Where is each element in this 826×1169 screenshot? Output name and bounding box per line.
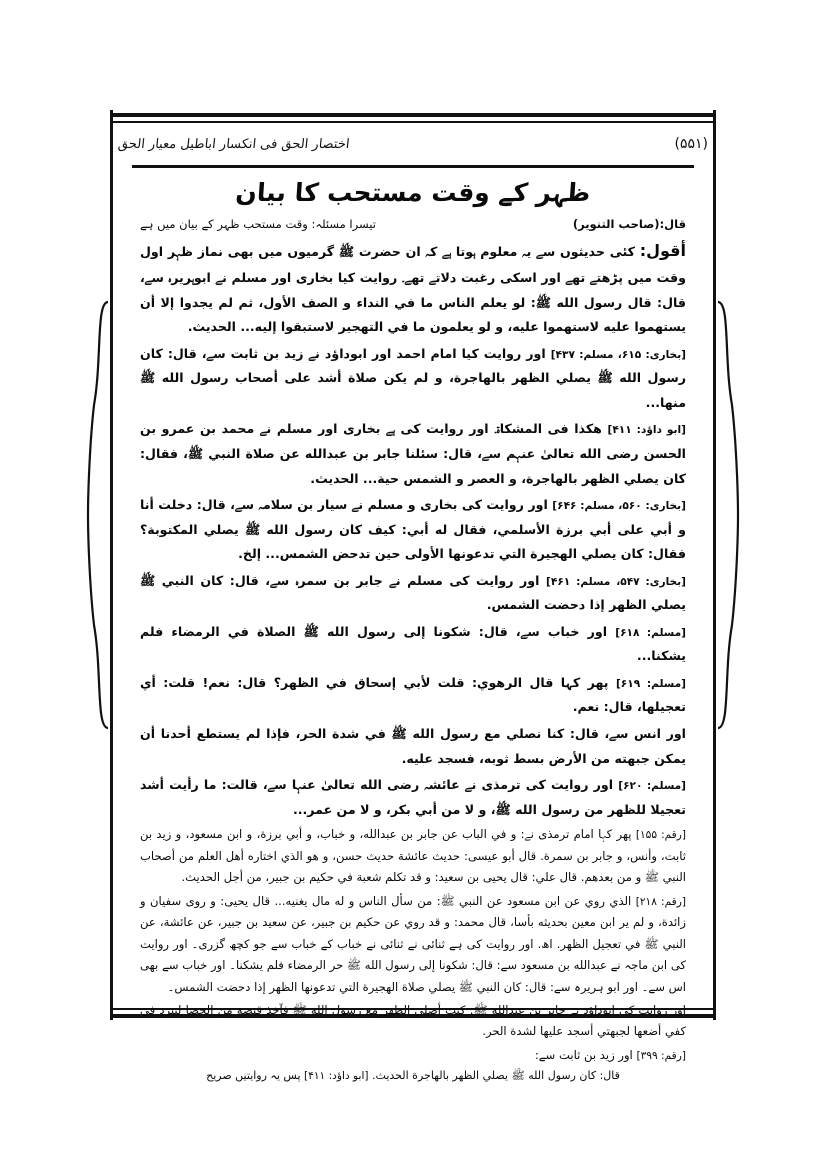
paragraph-text: اور خباب سے، قال: شكونا إلى رسول الله ﷺ الصلاة في الرمضاء فلم يشكنا... xyxy=(140,623,686,664)
paragraph-text: پھر کہا امام ترمذی نے: و في الباب عن جابر بن عبدالله، و خباب، و أبي برزة، و ابن مسعود، و زيد بن ثابت، وأنس، و جابر بن سمرة. قال أبو عيسى: حديث عائشة حديث حسن، و هو الذي اختاره أهل العلم من أصحاب النبي ﷺ و من بعدهم. قال علي: قال يحيى بن سعيد: و قد تكلم شعبة في حكيم بن جبير، من أجل الحديث. xyxy=(140,827,686,885)
paragraph-marker: أقول: xyxy=(639,241,686,260)
paragraph-text: کئی حدیثوں سے یہ معلوم ہوتا ہے کہ ان حضرت ﷺ گرمیوں میں بھی نماز ظہر اول وقت میں پڑھتے تھے اور اسکی رغبت دلاتے تھے۔ روایت کیا بخاری اور مسلم نے ابوہریرہ سے، قال: قال رسول الله ﷺ: لو يعلم الناس ما في النداء و الصف الأول، ثم لم يجدوا إلا أن يستهموا عليه لاستهموا عليه، و لو يعلمون ما في التهجير لاستبقوا إليه... الحديث. xyxy=(140,244,686,335)
paragraph-text: اور روایت کی ابوداؤد نے جابر بن عبدالله ﷺ: كنت أصلي الظهر مع رسول الله ﷺ فآخذ قبضة من الحصا لتبرد في كفي أضعها لجبهتي أسجد عليها لشدة الحر. xyxy=(140,1003,686,1039)
paragraph-text: اور روایت کی مسلم نے جابر بن سمرہ سے، قال: كان النبي ﷺ يصلي الظهر إذا دحضت الشمس. xyxy=(140,572,686,613)
paragraph-text: اور زید بن ثابت سے: xyxy=(534,1047,633,1062)
paragraph-text: الذي روي عن ابن مسعود عن النبي ﷺ: من سأل الناس و له مال يغنيه... قال يحيى: و روى سفيان و زائدة، و لم ير ابن معين بحديثه بأسا، قال محمد: و قد روي عن حكيم بن جبير، عن سعيد بن جبير، عن عائشة، عن النبي ﷺ في تعجيل الظهر. اھ. اور روایت کی ہے ثنائی نے ثنائی نے خباب کے خباب سے جو کچھ گزری۔ اور روایت کی ابن ماجہ نے عبدالله بن مسعود سے: قال: شكونا إلى رسول الله ﷺ حر الرمضاء فلم يشكنا۔ اور خباب سے بھی اس سے۔ اور ابو ہریرہ سے: قال: كان النبي ﷺ يصلي صلاة الهجيرة التي تدعونها الظهر إذا دحضت الشمس۔ xyxy=(140,893,686,994)
left-brace-ornament-icon xyxy=(86,300,112,730)
paragraph-1 xyxy=(140,235,686,340)
closing-reference: [ابو داؤد: ۴۱۱] xyxy=(304,1069,369,1082)
paragraph-13 xyxy=(140,1045,686,1067)
paragraph-5 xyxy=(140,569,686,618)
page-content xyxy=(140,172,687,1082)
closing-tail: پس یہ روایتیں صریح xyxy=(206,1068,301,1082)
paragraph-3 xyxy=(140,417,686,491)
subheading-attribution: قال:(صاحب التنویر) xyxy=(572,217,686,231)
paragraph-9 xyxy=(140,773,686,822)
hadith-reference: [مسلم: ۶۱۹] xyxy=(615,677,686,690)
hadith-reference: [مسلم: ۶۲۰] xyxy=(618,780,686,793)
paragraph-text: اور روایت کی ترمذی نے عائشہ رضی الله تعالیٰ عنہا سے، قالت: ما رأيت أشد تعجيلا للظهر من رسول الله ﷺ، و لا من أبي بكر، و لا من عمر... xyxy=(140,777,686,817)
paragraph-8 xyxy=(140,722,686,771)
paragraph-text: ھکذا فی المشکاۃ۔ اور روایت کی ہے بخاری اور مسلم نے محمد بن عمرو بن الحسن رضی الله تعالیٰ عنہم سے، قال: سئلنا جابر بن عبدالله عن صلاة النبي ﷺ، فقال: كان يصلي الظهر بالهاجرة، و العصر و الشمس حية... الحديث. xyxy=(140,421,686,486)
hadith-reference: [بخاری: ۶۱۵، مسلم: ۴۳۷] xyxy=(550,348,687,361)
subheading-topic: تیسرا مسئلہ: وقت مستحب ظہر کے بیان میں ہے xyxy=(140,217,376,231)
paragraph-text: پھر کہا قال الرهوي: قلت لأبي إسحاق في الظهر؟ قال: نعم! قلت: أي تعجيلها، قال: نعم. xyxy=(140,674,686,715)
paragraph-7 xyxy=(140,671,686,720)
paragraph-2 xyxy=(140,342,686,416)
hadith-reference: [ابو داؤد: ۴۱۱] xyxy=(607,424,686,437)
hadith-reference: [بخاری: ۵۶۰، مسلم: ۶۴۶] xyxy=(552,500,687,513)
top-thin-rule xyxy=(110,121,716,123)
chapter-title: ظہر کے وقت مستحب کا بیان xyxy=(234,178,592,207)
closing-text: قال: كان رسول الله ﷺ يصلي الظهر بالهاجرة الحديث. xyxy=(372,1068,620,1082)
page-number: (۵۵۱) xyxy=(674,136,708,152)
paragraph-12 xyxy=(140,1000,686,1043)
hadith-reference: [بخاری: ۵۴۷، مسلم: ۴۶۱] xyxy=(546,575,687,588)
paragraph-text: اور روایت کی بخاری و مسلم نے سیار بن سلامہ سے، قال: دخلت أنا و أبي على أبي برزة الأسلمي، فقال له أبي: كيف كان رسول الله ﷺ يصلي المكتوبة؟ فقال: كان يصلي الهجيرة التي تدعونها الأولى حين تدحض الشمس... إلخ. xyxy=(140,497,686,562)
top-thick-rule xyxy=(110,113,716,117)
hadith-reference: [رقم: ۲۱۸] xyxy=(635,895,686,908)
closing-line xyxy=(140,1069,686,1085)
paragraph-text: اور انس سے، قال: كنا نصلي مع رسول الله ﷺ في شدة الحر، فإذا لم يستطع أحدنا أن يمكن جبهته من الأرض بسط ثوبه، فسجد عليه. xyxy=(140,726,686,766)
hadith-reference: [مسلم: ۶۱۸] xyxy=(615,626,686,639)
page-header xyxy=(118,126,708,162)
paragraph-10 xyxy=(140,824,686,888)
header-separator-rule xyxy=(132,165,694,168)
paragraph-6 xyxy=(140,620,686,669)
hadith-reference: [رقم: ۱۵۵] xyxy=(635,829,686,842)
book-title: اختصار الحق فی انکسار اباطیل معیار الحق xyxy=(117,136,351,152)
chapter-subheading xyxy=(140,217,686,231)
paragraph-11 xyxy=(140,891,686,998)
right-brace-ornament-icon xyxy=(714,300,740,730)
paragraph-text: اور روایت کیا امام احمد اور ابوداؤد نے زید بن ثابت سے، قال: کان رسول الله ﷺ يصلي الظهر بالهاجرة، و لم يكن صلاة أشد على أصحاب رسول الله ﷺ منها... xyxy=(140,345,686,410)
hadith-reference: [رقم: ۳۹۹] xyxy=(636,1049,686,1062)
paragraph-4 xyxy=(140,493,686,567)
